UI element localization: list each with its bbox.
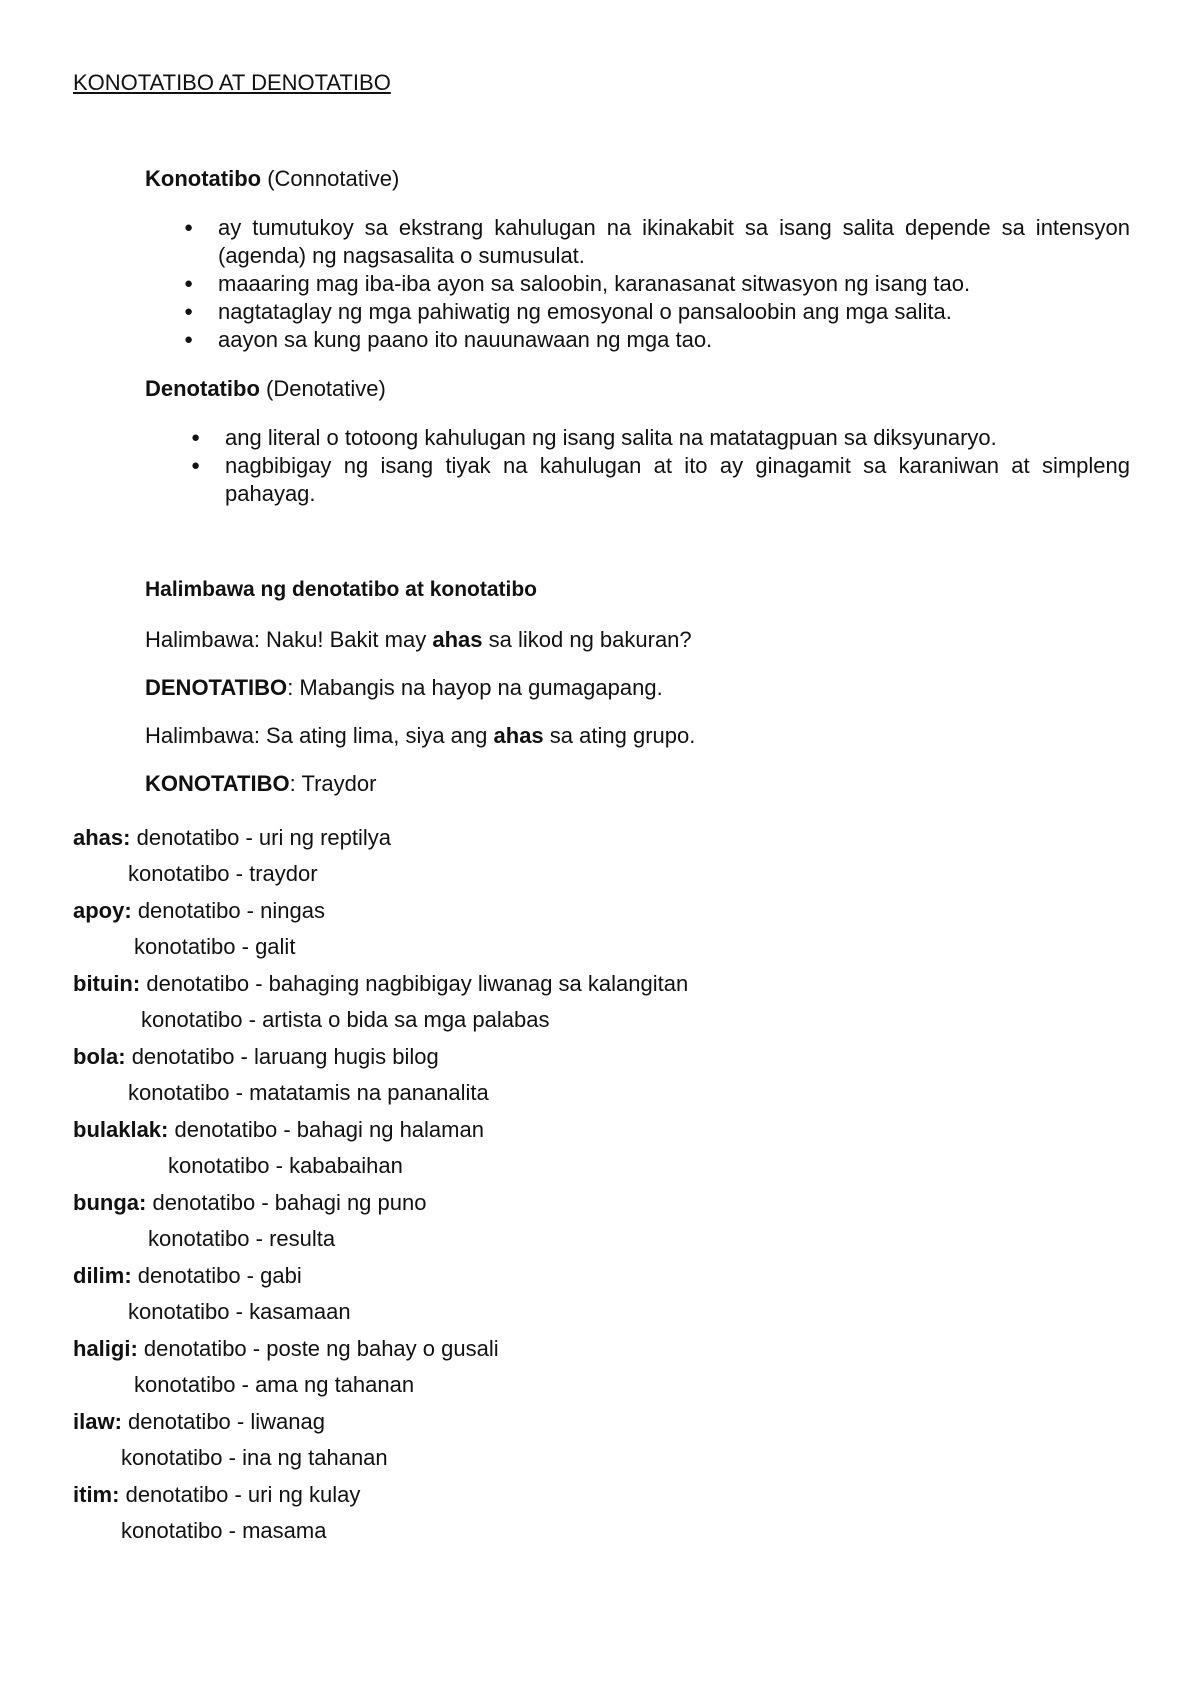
word-konotatibo: konotatibo - ama ng tahanan (134, 1372, 415, 1397)
example-suffix: sa likod ng bakuran? (488, 627, 692, 652)
document-title: KONOTATIBO AT DENOTATIBO (73, 70, 391, 95)
word-konotatibo: konotatibo - artista o bida sa mga palabas (141, 1007, 550, 1032)
konotatibo-note: (Connotative) (267, 166, 400, 191)
word-konotatibo: konotatibo - traydor (128, 861, 318, 886)
word-denotatibo: denotatibo - bahagi ng puno (152, 1190, 427, 1215)
word-denotatibo: denotatibo - uri ng kulay (125, 1482, 361, 1507)
word-konotatibo: konotatibo - matatamis na pananalita (128, 1080, 489, 1105)
example-keyword: ahas (432, 627, 483, 652)
examples-heading: Halimbawa ng denotatibo at konotatibo (145, 578, 538, 601)
word-term: haligi: (73, 1336, 138, 1361)
example-sentence-1 (145, 627, 692, 653)
denotatibo-bullet-list (225, 424, 1130, 508)
example-answer-1 (145, 675, 663, 701)
word-denotatibo: denotatibo - bahagi ng halaman (174, 1117, 484, 1142)
word-denotatibo: denotatibo - ningas (137, 898, 325, 923)
word-denotatibo: denotatibo - poste ng bahay o gusali (143, 1336, 499, 1361)
konotatibo-term: Konotatibo (145, 166, 262, 191)
example-answer-2 (145, 771, 376, 797)
denotatibo-bullet: ● ang literal o totoong kahulugan ng isang salita na matatagpuan sa diksyunaryo. (225, 424, 1130, 452)
word-denotatibo: denotatibo - uri ng reptilya (136, 825, 391, 850)
word-denotatibo: denotatibo - liwanag (128, 1409, 325, 1434)
answer-label: DENOTATIBO (145, 675, 288, 700)
word-denotatibo: denotatibo - bahaging nagbibigay liwanag sa kalangitan (146, 971, 689, 996)
example-prefix: Halimbawa: Naku! Bakit may (145, 627, 427, 652)
konotatibo-bullet: ● maaaring mag iba-iba ayon sa saloobin, karanasanat sitwasyon ng isang tao. (218, 270, 1130, 298)
konotatibo-bullet: ● ay tumutukoy sa ekstrang kahulugan na ikinakabit sa isang salita depende sa intensyon (agenda) ng nagsasalita o sumusulat. (218, 214, 1130, 270)
denotatibo-bullet: ● nagbibigay ng isang tiyak na kahulugan at ito ay ginagamit sa karaniwan at simpleng pahayag. (225, 452, 1130, 508)
answer-text: : Mabangis na hayop na gumagapang. (287, 675, 663, 700)
word-denotatibo: denotatibo - gabi (137, 1263, 302, 1288)
word-denotatibo: denotatibo - laruang hugis bilog (131, 1044, 439, 1069)
word-term: ilaw: (73, 1409, 122, 1434)
word-konotatibo: konotatibo - ina ng tahanan (121, 1445, 388, 1470)
word-term: apoy: (73, 898, 132, 923)
konotatibo-bullet: ● nagtataglay ng mga pahiwatig ng emosyonal o pansaloobin ang mga salita. (218, 298, 1130, 326)
denotatibo-heading (145, 376, 386, 402)
word-konotatibo: konotatibo - kasamaan (128, 1299, 351, 1324)
konotatibo-bullet-list (218, 214, 1130, 354)
konotatibo-heading (145, 166, 399, 192)
word-konotatibo: konotatibo - resulta (148, 1226, 336, 1251)
word-konotatibo: konotatibo - masama (121, 1518, 327, 1543)
example-prefix: Halimbawa: Sa ating lima, siya ang (145, 723, 488, 748)
word-term: ahas: (73, 825, 131, 850)
word-term: bituin: (73, 971, 141, 996)
word-term: bulaklak: (73, 1117, 169, 1142)
word-term: bola: (73, 1044, 126, 1069)
word-konotatibo: konotatibo - galit (134, 934, 296, 959)
word-term: dilim: (73, 1263, 132, 1288)
example-suffix: sa ating grupo. (549, 723, 696, 748)
example-sentence-2 (145, 723, 695, 749)
denotatibo-term: Denotatibo (145, 376, 260, 401)
word-term: itim: (73, 1482, 120, 1507)
word-term: bunga: (73, 1190, 147, 1215)
example-keyword: ahas (493, 723, 544, 748)
answer-label: KONOTATIBO (145, 771, 290, 796)
denotatibo-note: (Denotative) (266, 376, 386, 401)
answer-text: : Traydor (289, 771, 377, 796)
word-konotatibo: konotatibo - kababaihan (168, 1153, 403, 1178)
konotatibo-bullet: ● aayon sa kung paano ito nauunawaan ng mga tao. (218, 326, 1130, 354)
